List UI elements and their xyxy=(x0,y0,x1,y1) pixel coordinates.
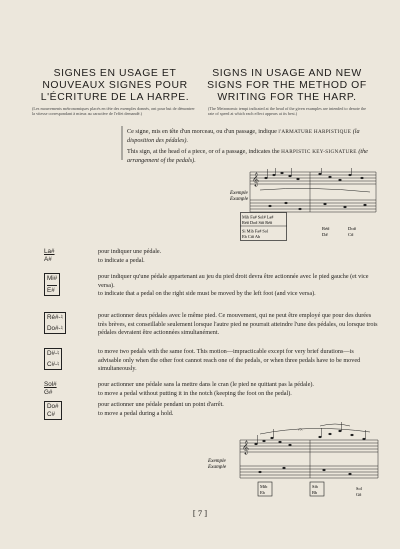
example1-label: Exemple xyxy=(230,190,248,196)
description-english: to indicate that a pedal on the right side must be moved by the left foot (and vice versa). xyxy=(98,290,316,298)
symbol-line: A# xyxy=(44,255,52,263)
example2-mark-4: Bb xyxy=(312,490,318,495)
svg-text:𝄐: 𝄐 xyxy=(298,425,303,434)
symbol-line: Ré#-♮ xyxy=(47,314,63,321)
symbol-line: G# xyxy=(44,388,53,396)
symbol-line: Do# xyxy=(47,403,59,410)
symbol-line: E# xyxy=(47,285,57,295)
music-example-2 xyxy=(200,420,380,502)
description-english: to indicate a pedal. xyxy=(98,256,145,264)
intro-french xyxy=(127,128,375,146)
example2-mark-5: Sol xyxy=(356,486,362,491)
example2-label-en: Example xyxy=(208,464,227,470)
example1-mark-3: Do# xyxy=(348,226,356,231)
intro-french-term: l'ARMATURE HARPISTIQUE xyxy=(278,129,352,135)
example2-mark-1: Mib xyxy=(260,484,268,489)
example1-mark-2: D# xyxy=(322,232,328,237)
page-number: [ 7 ] xyxy=(192,508,208,518)
pedal-box-line-4: Eb Ci# Ab xyxy=(242,234,261,239)
symbol-no-notch xyxy=(44,381,57,396)
description-french: pour indiquer qu'une pédale appartenant au jeu du pied droit devra être actionnée avec le pied gauche (et vice versa). xyxy=(98,273,369,289)
symbol-line: C# xyxy=(47,410,56,418)
symbol-single-pedal xyxy=(44,248,55,263)
symbol-line: C#-♮ xyxy=(47,360,60,368)
pedal-box-line-1: Mib Fa# Sol# La# xyxy=(242,214,274,220)
description-french: pour actionner une pédale pendant un point d'arrêt. xyxy=(98,401,224,408)
example1-mark-4: C# xyxy=(348,232,354,237)
intro-bracket xyxy=(118,126,126,160)
description-two-pedals-french: pour actionner deux pédales avec le même pied. Ce mouvement, qui ne peut être employé que pour des durées très brèves, est conseillable seulement lorsque l'autre pied ne pourrait atteindre l'une des pédales, ou lorsque trois pédales devraient être actionnées simultanément. xyxy=(98,312,378,337)
pedal-key-signature-box xyxy=(240,212,288,242)
pedal-box-line-3: Si Mib Fa# Sol xyxy=(242,228,269,234)
metronome-note-english: (The Metronomic tempi indicated at the head of the given examples are intended to denote the rate of speed at which each effect appears at its best.) xyxy=(208,106,367,116)
symbol-two-pedals-english xyxy=(44,348,62,370)
title-french: SIGNES EN USAGE ET NOUVEAUX SIGNES POUR L'ÉCRITURE DE LA HARPE. xyxy=(40,68,190,103)
symbol-line: Mi# xyxy=(47,275,58,282)
example1-label-en: Example xyxy=(230,196,249,202)
symbol-line: La# xyxy=(44,248,55,255)
example2-label: Exemple xyxy=(208,458,226,464)
svg-text:𝄞: 𝄞 xyxy=(252,172,260,186)
symbol-two-pedals-french xyxy=(44,312,66,334)
example2-mark-6: G# xyxy=(356,492,362,497)
description-single-pedal xyxy=(98,248,378,265)
intro-french-italic: (la disposition des pédales). xyxy=(127,128,360,144)
description-no-notch xyxy=(98,381,378,398)
symbol-line: Do#-♮ xyxy=(47,324,63,332)
metronome-note-french: (Les mouvements métronomiques placés en tête des exemples donnés, ont pour but de démontrer la vitesse correspondant à mieux au caractère de l'effet demandé.) xyxy=(32,106,195,116)
intro-french-text: Ce signe, mis en tête d'un morceau, ou d'un passage, indique xyxy=(127,128,279,135)
pedal-box-line-2: Ré# Do# Si# Ré# xyxy=(242,220,273,225)
description-french: pour actionner une pédale sans la mettre dans le cran (le pied ne quittant pas la pédale). xyxy=(98,381,314,388)
description-opposite-foot xyxy=(98,273,378,299)
symbol-opposite-foot xyxy=(44,273,60,296)
title-english: SIGNS IN USAGE AND NEW SIGNS FOR THE METHOD OF WRITING FOR THE HARP. xyxy=(207,68,367,103)
symbol-line: D#-♮ xyxy=(47,350,60,357)
example2-mark-3: Sib xyxy=(312,484,318,489)
intro-english-text: This sign, at the head of a piece, or of a passage, indicates the xyxy=(127,148,282,155)
intro-english-italic: (the arrangement of the pedals). xyxy=(127,148,368,164)
description-during-hold xyxy=(98,401,378,418)
description-english: to move a pedal without putting it in the notch (keeping the foot on the pedal). xyxy=(98,389,292,397)
symbol-during-hold xyxy=(44,401,62,420)
description-two-pedals-english: to move two pedals with the same foot. This motion—impracticable except for very brief durations—is advisable only when the other foot cannot reach one of the pedals, or when three pedals have to be moved simultaneously. xyxy=(98,348,361,373)
symbol-line: Sol# xyxy=(44,381,57,388)
description-english: to move a pedal during a hold. xyxy=(98,409,174,417)
example1-mark-1: Ré# xyxy=(322,226,330,231)
example2-mark-2: Eb xyxy=(260,490,265,495)
description-french: pour indiquer une pédale. xyxy=(98,248,162,255)
intro-english xyxy=(127,148,375,166)
intro-english-term: HARPISTIC KEY-SIGNATURE xyxy=(281,149,357,155)
svg-text:𝄞: 𝄞 xyxy=(242,440,250,454)
